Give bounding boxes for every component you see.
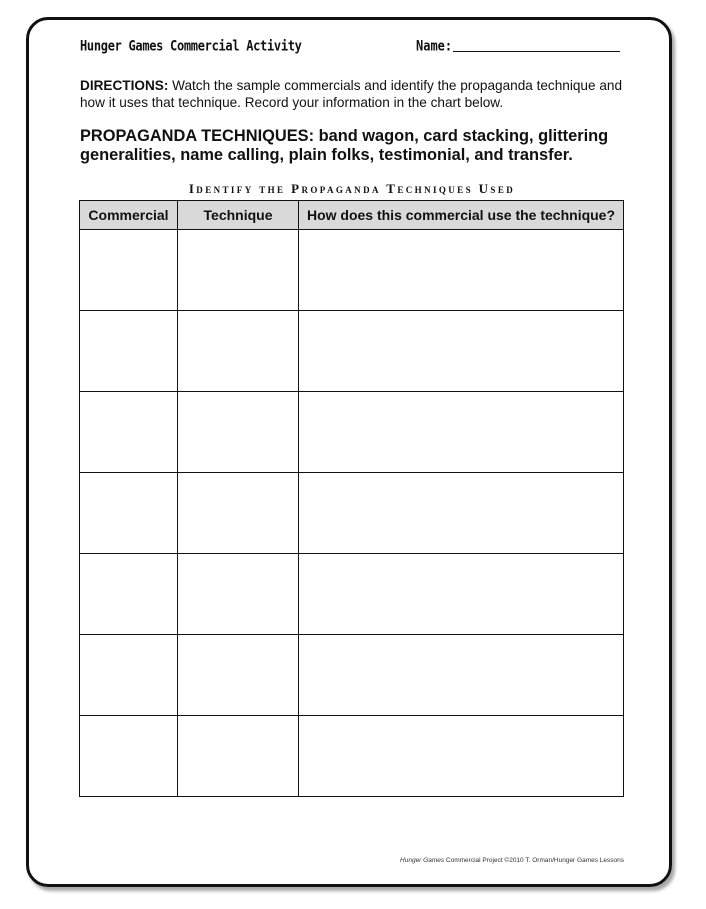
technique-cell[interactable] [178, 473, 299, 554]
techniques-label: PROPAGANDA TECHNIQUES: [80, 127, 315, 145]
how-cell[interactable] [299, 230, 624, 311]
how-cell[interactable] [299, 473, 624, 554]
commercial-cell[interactable] [80, 554, 178, 635]
table-row [80, 311, 624, 392]
table-row [80, 473, 624, 554]
how-cell[interactable] [299, 554, 624, 635]
technique-cell[interactable] [178, 311, 299, 392]
table-row [80, 635, 624, 716]
technique-cell[interactable] [178, 635, 299, 716]
table-row [80, 716, 624, 797]
table-row [80, 230, 624, 311]
how-cell[interactable] [299, 635, 624, 716]
header [80, 38, 620, 56]
column-header-how: How does this commercial use the technique? [299, 201, 624, 230]
directions-text: Watch the sample commercials and identify the propaganda technique and how it uses that technique. Record your information in the chart below. [80, 78, 623, 110]
propaganda-chart [79, 200, 624, 797]
commercial-cell[interactable] [80, 473, 178, 554]
directions-label: DIRECTIONS: [80, 78, 169, 93]
footer-credit [400, 857, 624, 864]
commercial-cell[interactable] [80, 311, 178, 392]
how-cell[interactable] [299, 716, 624, 797]
how-cell[interactable] [299, 392, 624, 473]
technique-cell[interactable] [178, 230, 299, 311]
commercial-cell[interactable] [80, 635, 178, 716]
chart-header-row [80, 201, 624, 230]
technique-cell[interactable] [178, 716, 299, 797]
how-cell[interactable] [299, 311, 624, 392]
worksheet-title: Hunger Games Commercial Activity [80, 38, 302, 55]
directions [80, 77, 625, 111]
propaganda-techniques [80, 127, 625, 165]
commercial-cell[interactable] [80, 392, 178, 473]
table-row [80, 392, 624, 473]
techniques-text: band wagon, card stacking, glittering generalities, name calling, plain folks, testimonial, and transfer. [80, 127, 609, 164]
footer-italic-title: Hunger Games [400, 857, 445, 864]
name-label: Name: [416, 38, 453, 55]
technique-cell[interactable] [178, 554, 299, 635]
chart-title: Identify the Propaganda Techniques Used [188, 181, 516, 196]
column-header-technique: Technique [178, 201, 299, 230]
footer-text: Commercial Project ©2010 T. Orman/Hunger Games Lessons [444, 857, 624, 864]
commercial-cell[interactable] [80, 230, 178, 311]
name-field [416, 38, 620, 56]
technique-cell[interactable] [178, 392, 299, 473]
column-header-commercial: Commercial [80, 201, 178, 230]
name-blank-line [453, 51, 620, 52]
commercial-cell[interactable] [80, 716, 178, 797]
table-row [80, 554, 624, 635]
